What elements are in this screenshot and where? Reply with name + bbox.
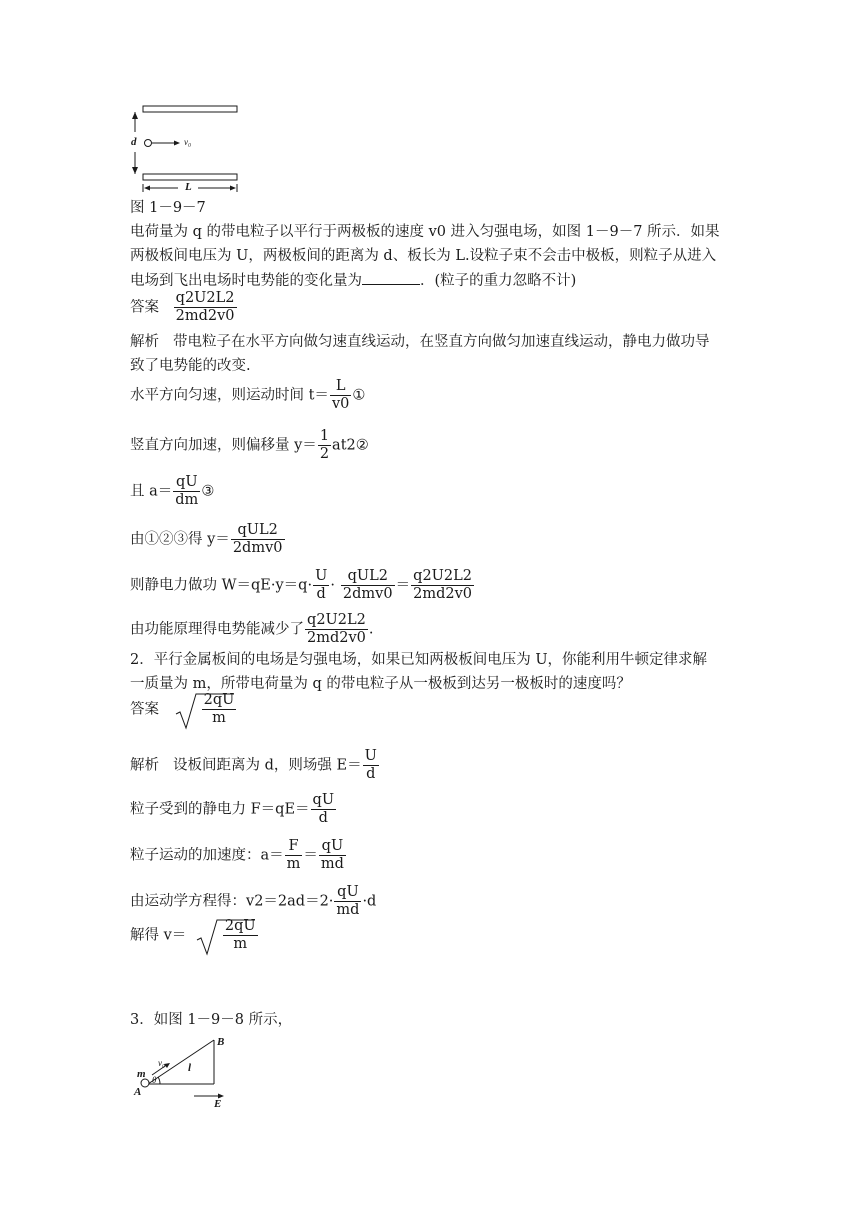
problem1-text-line2: 两极板间电压为 U，两极板间的距离为 d、板长为 L.设粒子束不会击中极板，则粒子从进入 [130, 248, 717, 264]
problem2-text-line1: 2．平行金属板间的电场是匀强电场，如果已知两极板间电压为 U，你能利用牛顿定律求解 [130, 652, 708, 668]
step-text-after: ·d [362, 893, 377, 910]
fraction-denominator: d [311, 809, 337, 827]
problem2-answer [130, 692, 237, 727]
problem2-analysis-s3 [130, 838, 347, 873]
problem1-answer [130, 290, 238, 325]
fraction-work-result [411, 568, 474, 603]
figure-caption: 图 1－9－7 [130, 200, 206, 216]
problem2-analysis-s2 [130, 792, 337, 827]
figure-label-d: d [131, 136, 137, 148]
dot-operator: · [330, 577, 335, 594]
fraction-l-over-v0 [330, 378, 351, 413]
length-label: l [188, 1062, 192, 1074]
problem1-analysis-line2: 致了电势能的改变. [130, 358, 251, 374]
step-text-after: at2② [332, 437, 369, 454]
fraction-u-over-d [363, 748, 379, 783]
step-text: 则静电力做功 W＝qE·y＝q· [130, 577, 313, 594]
point-b-label: B [217, 1036, 225, 1048]
problem2-analysis-s4 [130, 884, 376, 919]
fraction-numerator: F [288, 838, 299, 854]
fraction-denominator: 2 [319, 446, 330, 462]
problem1-text-part2: ．(粒子的重力忽略不计) [420, 273, 577, 289]
fraction-numerator: U [364, 748, 377, 764]
figure-label-l: L [185, 181, 192, 193]
answer-label: 答案 [130, 299, 159, 316]
fraction-qu-over-md [319, 838, 346, 873]
problem2-analysis-s1 [130, 748, 380, 783]
fraction-numerator: qU [312, 792, 335, 808]
fraction-denominator: 2md2v0 [413, 586, 473, 602]
fraction-y [231, 522, 285, 557]
step2-displacement [130, 428, 369, 463]
fraction-numerator: q2U2L2 [175, 290, 235, 306]
equation-mark: ① [352, 387, 366, 404]
sqrt-expression [195, 918, 259, 953]
fraction-energy-change [305, 612, 368, 647]
problem2-text-line2: 一质量为 m，所带电荷量为 q 的带电粒子从一极板到达另一极板时的速度吗？ [130, 676, 631, 692]
answer-blank [362, 270, 420, 285]
velocity-label: v₀ [158, 1058, 166, 1068]
sqrt-sign-icon [195, 918, 257, 958]
problem1-text-part1: 电场到飞出电场时电势能的变化量为 [130, 273, 362, 289]
fraction-denominator: 2md2v0 [175, 308, 235, 324]
problem1-analysis-line1 [130, 332, 710, 352]
problem2-analysis-s5 [130, 918, 259, 953]
fraction-denominator: m [286, 856, 301, 872]
figure-label-v0: v₀ [184, 137, 192, 147]
fraction-numerator: qUL2 [347, 568, 388, 584]
step4-result-y [130, 522, 286, 557]
fraction-denominator: md [336, 902, 360, 918]
step-text: 且 a＝ [130, 483, 173, 500]
fraction-numerator: 1 [319, 428, 330, 444]
answer-label: 答案 [130, 701, 159, 718]
analysis-text: 带电粒子在水平方向做匀速直线运动，在竖直方向做匀加速直线运动，静电力做功导 [173, 334, 710, 350]
step-text: 解得 v＝ [130, 927, 187, 944]
fraction-numerator: qUL2 [237, 522, 278, 538]
step-text: 由运动学方程得：v2＝2ad＝2· [130, 893, 334, 910]
step-text: 由①②③得 y＝ [130, 531, 230, 548]
step-text: 粒子运动的加速度：a＝ [130, 847, 284, 864]
fraction-denominator: m [202, 709, 237, 727]
step-text: 水平方向匀速，则运动时间 t＝ [130, 387, 329, 404]
equals-sign: ＝ [395, 577, 411, 594]
answer-fraction [174, 290, 237, 325]
fraction-numerator: U [315, 568, 328, 584]
fraction-denominator: v0 [331, 396, 350, 412]
fraction-numerator: qU [176, 474, 198, 490]
fraction-denominator: dm [175, 492, 199, 508]
fraction-numerator: 2qU [203, 692, 235, 708]
fraction-denominator: m [223, 935, 258, 953]
step6-conclusion [130, 612, 374, 647]
fraction-denominator: 2dmv0 [232, 540, 283, 556]
step5-work [130, 568, 475, 603]
equation-mark: ③ [201, 483, 215, 500]
field-label: E [214, 1098, 222, 1110]
fraction-qu-over-md [334, 884, 361, 919]
fraction-denominator: 2dmv0 [342, 586, 393, 602]
fraction-qu-over-dm [173, 474, 200, 509]
fraction-qu-over-d [311, 792, 337, 827]
fraction-numerator: q2U2L2 [413, 568, 472, 584]
problem3-text-line1: 3．如图 1－9－8 所示， [130, 1012, 293, 1028]
sqrt-expression [174, 692, 238, 727]
angle-label: θ [152, 1075, 157, 1085]
step-text: 竖直方向加速，则偏移量 y＝ [130, 437, 317, 454]
equals-sign: ＝ [303, 847, 318, 864]
step1-time [130, 378, 365, 413]
sqrt-sign-icon [174, 692, 236, 732]
problem1-text-line3 [130, 270, 576, 291]
fraction-numerator: 2qU [224, 918, 256, 934]
point-a-label: A [134, 1086, 142, 1098]
fraction-numerator: q2U2L2 [307, 612, 366, 628]
analysis-label: 解析 [130, 334, 159, 350]
fraction-denominator: d [363, 765, 379, 783]
mass-label: m [137, 1068, 146, 1080]
step-text: 由功能原理得电势能减少了 [130, 621, 304, 638]
fraction-f-over-m [285, 838, 303, 873]
fraction-denominator: 2md2v0 [307, 630, 366, 646]
fraction-numerator: qU [337, 884, 359, 900]
analysis-label: 解析 [130, 757, 159, 774]
step-text: 粒子受到的静电力 F＝qE＝ [130, 801, 310, 818]
fraction-denominator: md [320, 856, 344, 872]
period: . [368, 621, 374, 638]
fraction-numerator: L [335, 378, 346, 394]
step3-acceleration [130, 474, 214, 509]
fraction-one-half [318, 428, 331, 463]
step-text: 设板间距离为 d，则场强 E＝ [173, 757, 362, 774]
fraction-numerator: qU [321, 838, 344, 854]
problem1-text-line1: 电荷量为 q 的带电粒子以平行于两极板的速度 v0 进入匀强电场，如图 1－9－7 所示．如果 [130, 224, 720, 240]
fraction-y [341, 568, 395, 603]
fraction-u-over-d [313, 568, 329, 603]
fraction-denominator: d [313, 585, 329, 603]
